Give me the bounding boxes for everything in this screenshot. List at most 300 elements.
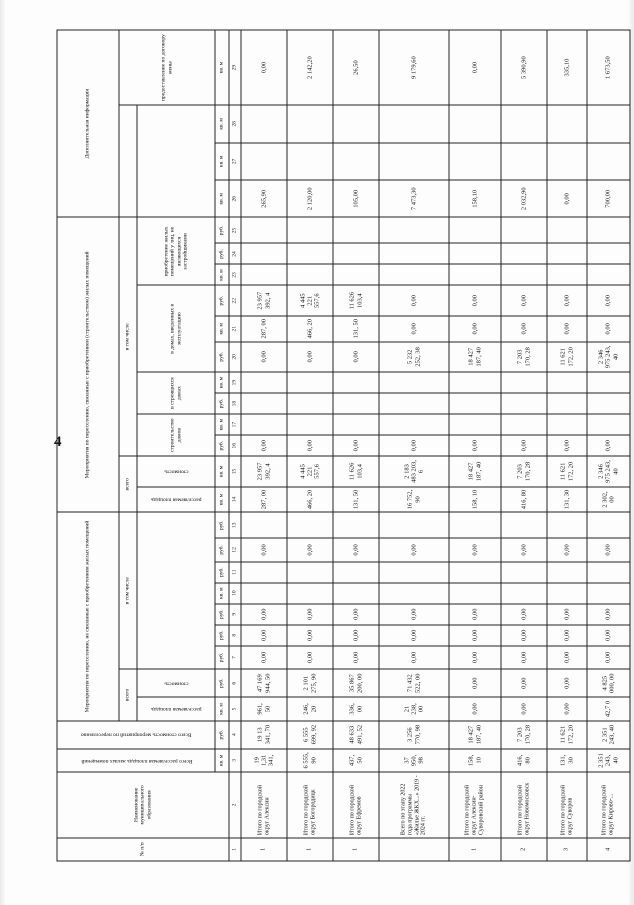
cell-col-13	[287, 512, 333, 538]
colnum-4: 4	[229, 721, 241, 749]
cell-col-17	[547, 414, 587, 435]
cell-col-21: 0,00	[379, 316, 449, 342]
cell-col-27	[449, 143, 501, 180]
cell-col-24	[333, 243, 379, 264]
cell-col-29: 335,10	[547, 30, 587, 105]
cell-col-24	[501, 243, 547, 264]
cell-col-17	[241, 414, 287, 435]
cell-col-18	[333, 393, 379, 414]
colnum-9: 9	[229, 604, 241, 625]
cell-col-6: 2 101 275, 90	[287, 669, 333, 697]
cell-col-9: 0,00	[501, 604, 547, 625]
cell-col-15: 11 626 103,4	[333, 456, 379, 486]
cell-col-3: 416, 80	[501, 749, 547, 772]
cell-col-21: 466, 20	[287, 316, 333, 342]
cell-col-27	[241, 143, 287, 180]
cell-col-15: 23 957 392, 4	[241, 456, 287, 486]
th-sub-blank	[137, 512, 215, 669]
cell-col-27	[587, 143, 630, 180]
cell-col-8: 0,00	[587, 625, 630, 646]
th-total-cost: Всего стоимость мероприятий по переселению	[57, 721, 215, 749]
cell-col-7: 0,00	[587, 646, 630, 669]
cell-col-25	[379, 217, 449, 243]
cell-col-29: 0,00	[241, 30, 287, 105]
th-purchase-individuals: приобретение жилых помещений у лиц, не являющихся застройщиками	[137, 217, 215, 285]
row-index	[379, 838, 449, 861]
cell-col-16: 0,00	[449, 435, 501, 456]
cell-col-25	[287, 217, 333, 243]
colnum-15: 15	[229, 456, 241, 486]
cell-col-19	[547, 372, 587, 393]
cell-col-11	[587, 562, 630, 583]
th-unit-19: кв. м	[215, 372, 229, 393]
cell-col-7: 0,00	[547, 646, 587, 669]
th-unit-cost: руб.	[215, 721, 229, 749]
colnum-18: 18	[229, 393, 241, 414]
cell-col-6: 35 867 200, 00	[333, 669, 379, 697]
cell-col-8: 0,00	[547, 625, 587, 646]
cell-col-8: 0,00	[287, 625, 333, 646]
cell-col-13	[379, 512, 449, 538]
cell-col-29: 0,00	[449, 30, 501, 105]
row-name: Итого по городской округ Ефремов	[333, 772, 379, 838]
cell-col-27	[501, 143, 547, 180]
cell-col-24	[449, 243, 501, 264]
cell-col-21: 287, 00	[241, 316, 287, 342]
cell-col-29: 26,50	[333, 30, 379, 105]
cell-col-26: 0,00	[547, 180, 587, 217]
cell-col-4: 2 351 243, 40	[587, 721, 630, 749]
th-unit-5: кв. м	[215, 697, 229, 720]
cell-col-11	[547, 562, 587, 583]
cell-col-10	[241, 583, 287, 604]
row-index: 1	[241, 838, 287, 861]
cell-col-11	[287, 562, 333, 583]
cell-col-13	[547, 512, 587, 538]
cell-col-9: 0,00	[287, 604, 333, 625]
cell-col-4: 48 633 491, 52	[333, 721, 379, 749]
cell-col-24	[287, 243, 333, 264]
colnum-2: 2	[229, 772, 241, 838]
cell-col-10	[449, 583, 501, 604]
cell-col-29: 2 142,20	[287, 30, 333, 105]
cell-col-16: 0,00	[333, 435, 379, 456]
cell-col-27	[287, 143, 333, 180]
cell-col-13	[449, 512, 501, 538]
cell-col-12: 0,00	[241, 538, 287, 561]
cell-col-19	[501, 372, 547, 393]
cell-col-9: 0,00	[333, 604, 379, 625]
th-buy-cost: стоимость	[137, 456, 215, 486]
th-unit-27: кв. м	[215, 143, 229, 180]
cell-col-26: 2 032,90	[501, 180, 547, 217]
cell-col-20: 7 203 170, 28	[501, 342, 547, 372]
table-row	[287, 30, 333, 861]
cell-col-14: 466, 20	[287, 487, 333, 513]
cell-col-18	[241, 393, 287, 414]
cell-col-17	[449, 414, 501, 435]
cell-col-20: 0,00	[287, 342, 333, 372]
cell-col-20: 2 346 975 243, 40	[587, 342, 630, 372]
cell-col-4: 19 13 341, 70	[241, 721, 287, 749]
row-name: Итого по городской округ Кирово-...	[587, 772, 630, 838]
cell-col-23	[587, 264, 630, 285]
th-unit-6: руб.	[215, 669, 229, 697]
cell-col-3: 6 555, 90	[287, 749, 333, 772]
cell-col-6: 4 825 000, 00	[587, 669, 630, 697]
cell-col-28	[501, 105, 547, 142]
cell-col-16: 0,00	[547, 435, 587, 456]
colnum-26: 26	[229, 180, 241, 217]
cell-col-26: 265,90	[241, 180, 287, 217]
th-construction: строительство домов	[137, 414, 215, 456]
cell-col-20: 0,00	[333, 342, 379, 372]
th-name: Наименование муниципального образования	[57, 772, 229, 838]
cell-col-9: 0,00	[241, 604, 287, 625]
th-unit-22: руб.	[215, 286, 229, 316]
cell-col-8: 0,00	[501, 625, 547, 646]
cell-col-24	[379, 243, 449, 264]
cell-col-6: 0,00	[547, 669, 587, 697]
table-row	[379, 30, 449, 861]
cell-col-29: 1 673,50	[587, 30, 630, 105]
cell-col-19	[449, 372, 501, 393]
cell-col-12: 0,00	[501, 538, 547, 561]
colnum-6: 6	[229, 669, 241, 697]
th-unit-14: кв. м	[215, 487, 229, 513]
th-unit-24: руб.	[215, 243, 229, 264]
th-unit-9: руб.	[215, 604, 229, 625]
th-in-construction: в строящихся домах	[137, 372, 215, 414]
cell-col-19	[379, 372, 449, 393]
th-total-area: Всего расселяемая площадь жилых помещений	[57, 749, 215, 772]
cell-col-27	[547, 143, 587, 180]
cell-col-15: 7 203 170, 28	[501, 456, 547, 486]
cell-col-6: 47 169 944, 50	[241, 669, 287, 697]
cell-col-25	[587, 217, 630, 243]
cell-col-3: 131, 30	[547, 749, 587, 772]
cell-col-22: 11 626 103,4	[333, 286, 379, 316]
cell-col-3: 19 1,31 341,	[241, 749, 287, 772]
colnum-13: 13	[229, 512, 241, 538]
row-index: 4	[587, 838, 630, 861]
cell-col-4: 7 203 170, 28	[501, 721, 547, 749]
row-name: Итого по городской округ Новомосковск	[501, 772, 547, 838]
cell-col-22: 0,00	[501, 286, 547, 316]
cell-col-15: 18 427 187, 40	[449, 456, 501, 486]
cell-col-5: 21 238, 00	[379, 697, 449, 720]
cell-col-6: 0,00	[449, 669, 501, 697]
cell-col-29: 5 390,90	[501, 30, 547, 105]
cell-col-3: 37 950, 98	[379, 749, 449, 772]
cell-col-8: 0,00	[379, 625, 449, 646]
cell-col-25	[547, 217, 587, 243]
th-unit-18: руб.	[215, 393, 229, 414]
th-unit-area: кв. м	[215, 749, 229, 772]
cell-col-19	[241, 372, 287, 393]
cell-col-18	[287, 393, 333, 414]
cell-col-4: 6 555 699, 92	[287, 721, 333, 749]
cell-col-16: 0,00	[287, 435, 333, 456]
cell-col-20: 18 427 187, 40	[449, 342, 501, 372]
row-name: Итого по городской округ Алексин	[241, 772, 287, 838]
colnum-22: 22	[229, 286, 241, 316]
cell-col-19	[287, 372, 333, 393]
row-name: Итого по городской округ Богородицк	[287, 772, 333, 838]
th-extra: Дополнительная информация	[57, 30, 119, 217]
th-measures-buy: Мероприятия по переселению, связанные с приобретением (строительством) жилых помещений	[57, 217, 119, 512]
colnum-7: 7	[229, 646, 241, 669]
cell-col-22: 0,00	[547, 286, 587, 316]
cell-col-18	[379, 393, 449, 414]
header-row-1	[57, 30, 119, 861]
cell-col-20: 0,00	[241, 342, 287, 372]
cell-col-4: 11 621 172, 20	[547, 721, 587, 749]
cell-col-8: 0,00	[333, 625, 379, 646]
cell-col-12: 0,00	[379, 538, 449, 561]
cell-col-3: 2 351 243, 40	[587, 749, 630, 772]
colnum-16: 16	[229, 435, 241, 456]
cell-col-26: 105,00	[333, 180, 379, 217]
cell-col-18	[547, 393, 587, 414]
cell-col-4: 18 427 187, 40	[449, 721, 501, 749]
colnum-10: 10	[229, 583, 241, 604]
table-row	[449, 30, 501, 861]
row-name: Итого по городской округ Суворов	[547, 772, 587, 838]
th-unit-23: кв. м	[215, 264, 229, 285]
cell-col-13	[241, 512, 287, 538]
cell-col-26: 158,10	[449, 180, 501, 217]
cell-col-22: 0,00	[587, 286, 630, 316]
th-measures: Мероприятия по переселению, не связанные с приобретением жилых помещений	[57, 512, 119, 720]
th-extra-spacer	[119, 105, 137, 217]
colnum-12: 12	[229, 538, 241, 561]
cell-col-16: 0,00	[379, 435, 449, 456]
row-index: 1	[333, 838, 379, 861]
cell-col-18	[449, 393, 501, 414]
cell-col-25	[241, 217, 287, 243]
colnum-17: 17	[229, 414, 241, 435]
cell-col-26: 2 120,00	[287, 180, 333, 217]
cell-col-15: 2 183 483 203, 6	[379, 456, 449, 486]
cell-col-12: 0,00	[547, 538, 587, 561]
cell-col-22: 4 445 221 557,6	[287, 286, 333, 316]
colnum-1: 1	[229, 838, 241, 861]
cell-col-19	[587, 372, 630, 393]
table-row	[501, 30, 547, 861]
cell-col-6: 71 432 522, 00	[379, 669, 449, 697]
cell-col-5: 961, 50	[241, 697, 287, 720]
cell-col-23	[501, 264, 547, 285]
cell-col-28	[241, 105, 287, 142]
cell-col-10	[287, 583, 333, 604]
cell-col-28	[547, 105, 587, 142]
th-buy-area: расселяемая площадь	[137, 487, 215, 513]
colnum-21: 21	[229, 316, 241, 342]
cell-col-14: 287, 00	[241, 487, 287, 513]
th-measures-total: всего	[119, 669, 137, 720]
th-unit-20: руб.	[215, 342, 229, 372]
row-name: Итого по городской округ Алексин-Суворовский район	[449, 772, 501, 838]
colnum-25: 25	[229, 217, 241, 243]
cell-col-28	[587, 105, 630, 142]
th-unit-26: кв. м	[215, 180, 229, 217]
cell-col-14: 131, 50	[333, 487, 379, 513]
colnum-24: 24	[229, 243, 241, 264]
colnum-23: 23	[229, 264, 241, 285]
rotated-table-frame	[57, 30, 620, 862]
th-extra-sub	[137, 105, 215, 217]
cell-col-28	[379, 105, 449, 142]
cell-col-21: 131, 50	[333, 316, 379, 342]
cell-col-13	[501, 512, 547, 538]
th-unit-16: руб.	[215, 435, 229, 456]
colnum-19: 19	[229, 372, 241, 393]
cell-col-10	[587, 583, 630, 604]
cell-col-20: 11 621 172, 20	[547, 342, 587, 372]
cell-col-28	[287, 105, 333, 142]
colnum-11: 11	[229, 562, 241, 583]
table-row	[333, 30, 379, 861]
cell-col-23	[379, 264, 449, 285]
table-row	[241, 30, 287, 861]
cell-col-23	[333, 264, 379, 285]
th-unit-21: кв. м	[215, 316, 229, 342]
cell-col-13	[587, 512, 630, 538]
cell-col-27	[333, 143, 379, 180]
th-sub-cost: стоимость	[137, 669, 215, 697]
cell-col-23	[449, 264, 501, 285]
cell-col-11	[333, 562, 379, 583]
cell-col-7: 0,00	[241, 646, 287, 669]
th-index: № п/п	[57, 838, 229, 861]
cell-col-14: 16 752, 90	[379, 487, 449, 513]
table-row	[587, 30, 630, 861]
cell-col-17	[287, 414, 333, 435]
cell-col-14: 2 302, 00	[587, 487, 630, 513]
row-index: 2	[501, 838, 547, 861]
cell-col-3: 437, 50	[333, 749, 379, 772]
cell-col-17	[587, 414, 630, 435]
cell-col-8: 0,00	[449, 625, 501, 646]
cell-col-22: 0,00	[379, 286, 449, 316]
cell-col-24	[241, 243, 287, 264]
cell-col-16: 0,00	[501, 435, 547, 456]
cell-col-9: 0,00	[449, 604, 501, 625]
th-unit-25: руб.	[215, 217, 229, 243]
cell-col-21: 0,00	[501, 316, 547, 342]
cell-col-17	[333, 414, 379, 435]
cell-col-9: 0,00	[379, 604, 449, 625]
cell-col-11	[501, 562, 547, 583]
cell-col-22: 23 957 392, 4	[241, 286, 287, 316]
colnum-27: 27	[229, 143, 241, 180]
cell-col-10	[379, 583, 449, 604]
colnum-28: 28	[229, 105, 241, 142]
cell-col-12: 0,00	[287, 538, 333, 561]
cell-col-12: 0,00	[333, 538, 379, 561]
cell-col-28	[333, 105, 379, 142]
cell-col-9: 0,00	[547, 604, 587, 625]
cell-col-14: 416, 80	[501, 487, 547, 513]
cell-col-25	[449, 217, 501, 243]
cell-col-17	[501, 414, 547, 435]
cell-col-21: 0,00	[547, 316, 587, 342]
cell-col-26: 7 473,30	[379, 180, 449, 217]
th-unit-12: руб.	[215, 538, 229, 561]
cell-col-24	[547, 243, 587, 264]
th-unit-8: руб.	[215, 625, 229, 646]
cell-col-23	[241, 264, 287, 285]
cell-col-5: 0,00	[547, 697, 587, 720]
th-unit-7: руб.	[215, 646, 229, 669]
th-measures-incl: в том числе	[119, 512, 137, 669]
colnum-8: 8	[229, 625, 241, 646]
cell-col-5: 0,00	[449, 697, 501, 720]
cell-col-6: 0,00	[501, 669, 547, 697]
cell-col-29: 9 179,60	[379, 30, 449, 105]
cell-col-23	[287, 264, 333, 285]
cell-col-16: 0,00	[241, 435, 287, 456]
cell-col-11	[449, 562, 501, 583]
cell-col-14: 131, 30	[547, 487, 587, 513]
cell-col-7: 0,00	[379, 646, 449, 669]
colnum-29: 29	[229, 30, 241, 105]
data-rows	[241, 30, 630, 861]
th-extra-2: предоставление по договору мены	[119, 30, 215, 105]
cell-col-25	[501, 217, 547, 243]
th-unit-11: руб.	[215, 562, 229, 583]
cell-col-15: 2 346 975 243, 40	[587, 456, 630, 486]
table-row	[547, 30, 587, 861]
cell-col-12: 0,00	[449, 538, 501, 561]
page-number: 4	[54, 434, 62, 450]
cell-col-25	[333, 217, 379, 243]
cell-col-7: 0,00	[287, 646, 333, 669]
cell-col-19	[333, 372, 379, 393]
cell-col-16: 0,00	[587, 435, 630, 456]
th-unit-15: кв. м	[215, 456, 229, 486]
cell-col-10	[501, 583, 547, 604]
cell-col-7: 0,00	[449, 646, 501, 669]
cell-col-21: 0,00	[587, 316, 630, 342]
th-in-built: в домах, введенных в эксплуатацию	[137, 286, 215, 373]
cell-col-9: 0,00	[587, 604, 630, 625]
cell-col-10	[333, 583, 379, 604]
cell-col-4: 3 256 770, 98	[379, 721, 449, 749]
cell-col-5: 0,00	[501, 697, 547, 720]
th-unit-28: кв. м	[215, 105, 229, 142]
row-index: 1	[449, 838, 501, 861]
colnum-3: 3	[229, 749, 241, 772]
th-buy-total: всего	[119, 456, 137, 512]
th-unit-29: кв. м	[215, 30, 229, 105]
cell-col-18	[501, 393, 547, 414]
th-buy-incl: в том числе	[119, 217, 137, 456]
scan-edge-left	[0, 0, 6, 905]
cell-col-15: 11 621 172, 20	[547, 456, 587, 486]
th-unit-10: кв. м	[215, 583, 229, 604]
cell-col-10	[547, 583, 587, 604]
cell-col-11	[379, 562, 449, 583]
row-name: Всего по этапу 2022 года программы «Жилье ЖКХ...» 2019 - 2024 гг.	[379, 772, 449, 838]
cell-col-22: 0,00	[449, 286, 501, 316]
cell-col-21: 0,00	[449, 316, 501, 342]
cell-col-17	[379, 414, 449, 435]
cell-col-18	[587, 393, 630, 414]
cell-col-5: 246, 20	[287, 697, 333, 720]
cell-col-24	[587, 243, 630, 264]
